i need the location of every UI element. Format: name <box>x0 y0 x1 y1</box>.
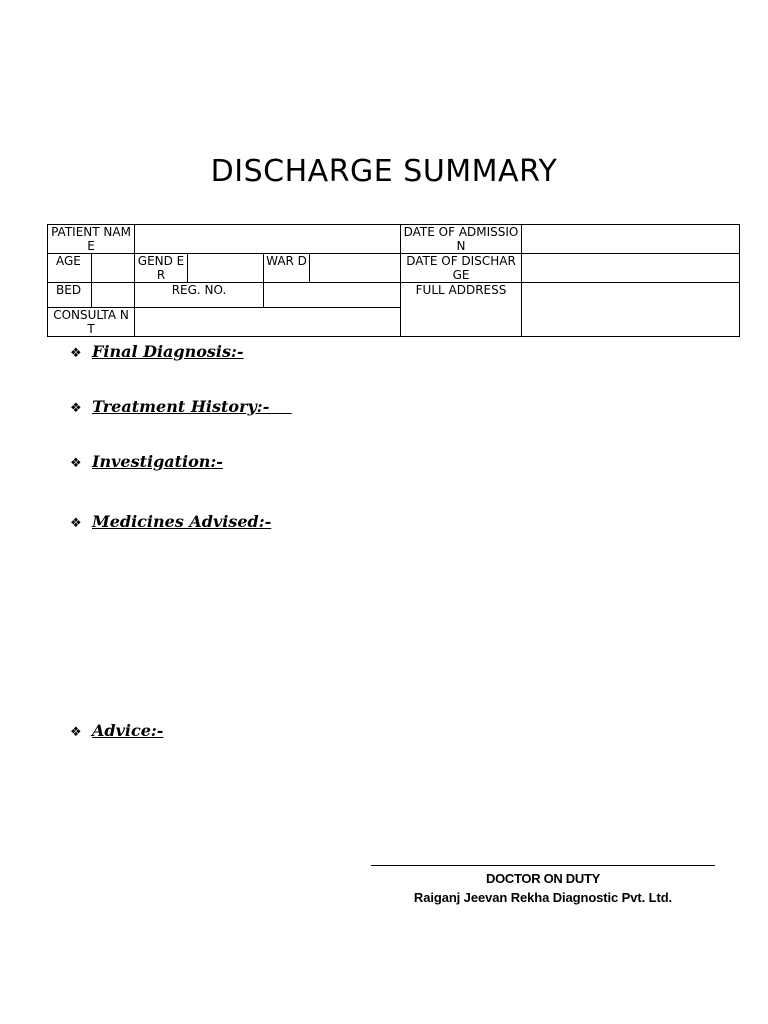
diamond-bullet-icon: ❖ <box>70 456 82 471</box>
date-of-discharge-label: DATE OF DISCHARGE <box>401 254 522 283</box>
reg-no-field[interactable] <box>264 283 401 308</box>
treatment-history-section <box>70 397 292 416</box>
reg-no-label: REG. NO. <box>135 283 264 308</box>
bed-label: BED <box>48 283 92 308</box>
gender-label: GEND ER <box>135 254 188 283</box>
date-of-admission-label: DATE OF ADMISSION <box>401 225 522 254</box>
date-of-discharge-field[interactable] <box>522 254 740 283</box>
patient-name-label: PATIENT NAME <box>48 225 135 254</box>
bed-field[interactable] <box>92 283 135 308</box>
gender-field[interactable] <box>188 254 264 283</box>
date-of-admission-field[interactable] <box>522 225 740 254</box>
advice-section <box>70 721 163 740</box>
full-address-label: FULL ADDRESS <box>401 283 522 337</box>
diamond-bullet-icon: ❖ <box>70 725 82 740</box>
treatment-history-heading: Treatment History:- <box>92 397 292 416</box>
ward-label: WAR D <box>264 254 310 283</box>
page-title: DISCHARGE SUMMARY <box>210 154 558 189</box>
age-field[interactable] <box>92 254 135 283</box>
final-diagnosis-heading: Final Diagnosis:- <box>92 342 244 361</box>
final-diagnosis-section <box>70 342 244 361</box>
diamond-bullet-icon: ❖ <box>70 401 82 416</box>
patient-info-table <box>47 224 740 337</box>
investigation-section <box>70 452 223 471</box>
advice-heading: Advice:- <box>92 721 164 740</box>
doctor-on-duty-label: DOCTOR ON DUTY <box>485 871 600 886</box>
investigation-heading: Investigation:- <box>92 452 223 471</box>
diamond-bullet-icon: ❖ <box>70 346 82 361</box>
patient-name-field[interactable] <box>135 225 401 254</box>
medicines-advised-section <box>70 512 271 531</box>
consultant-label: CONSULTA NT <box>48 308 135 337</box>
full-address-field[interactable] <box>522 283 740 337</box>
age-label: AGE <box>48 254 92 283</box>
organization-name: Raiganj Jeevan Rekha Diagnostic Pvt. Ltd. <box>413 890 673 905</box>
signature-block <box>371 865 715 907</box>
medicines-advised-heading: Medicines Advised:- <box>92 512 272 531</box>
ward-field[interactable] <box>310 254 401 283</box>
consultant-field[interactable] <box>135 308 401 337</box>
diamond-bullet-icon: ❖ <box>70 516 82 531</box>
